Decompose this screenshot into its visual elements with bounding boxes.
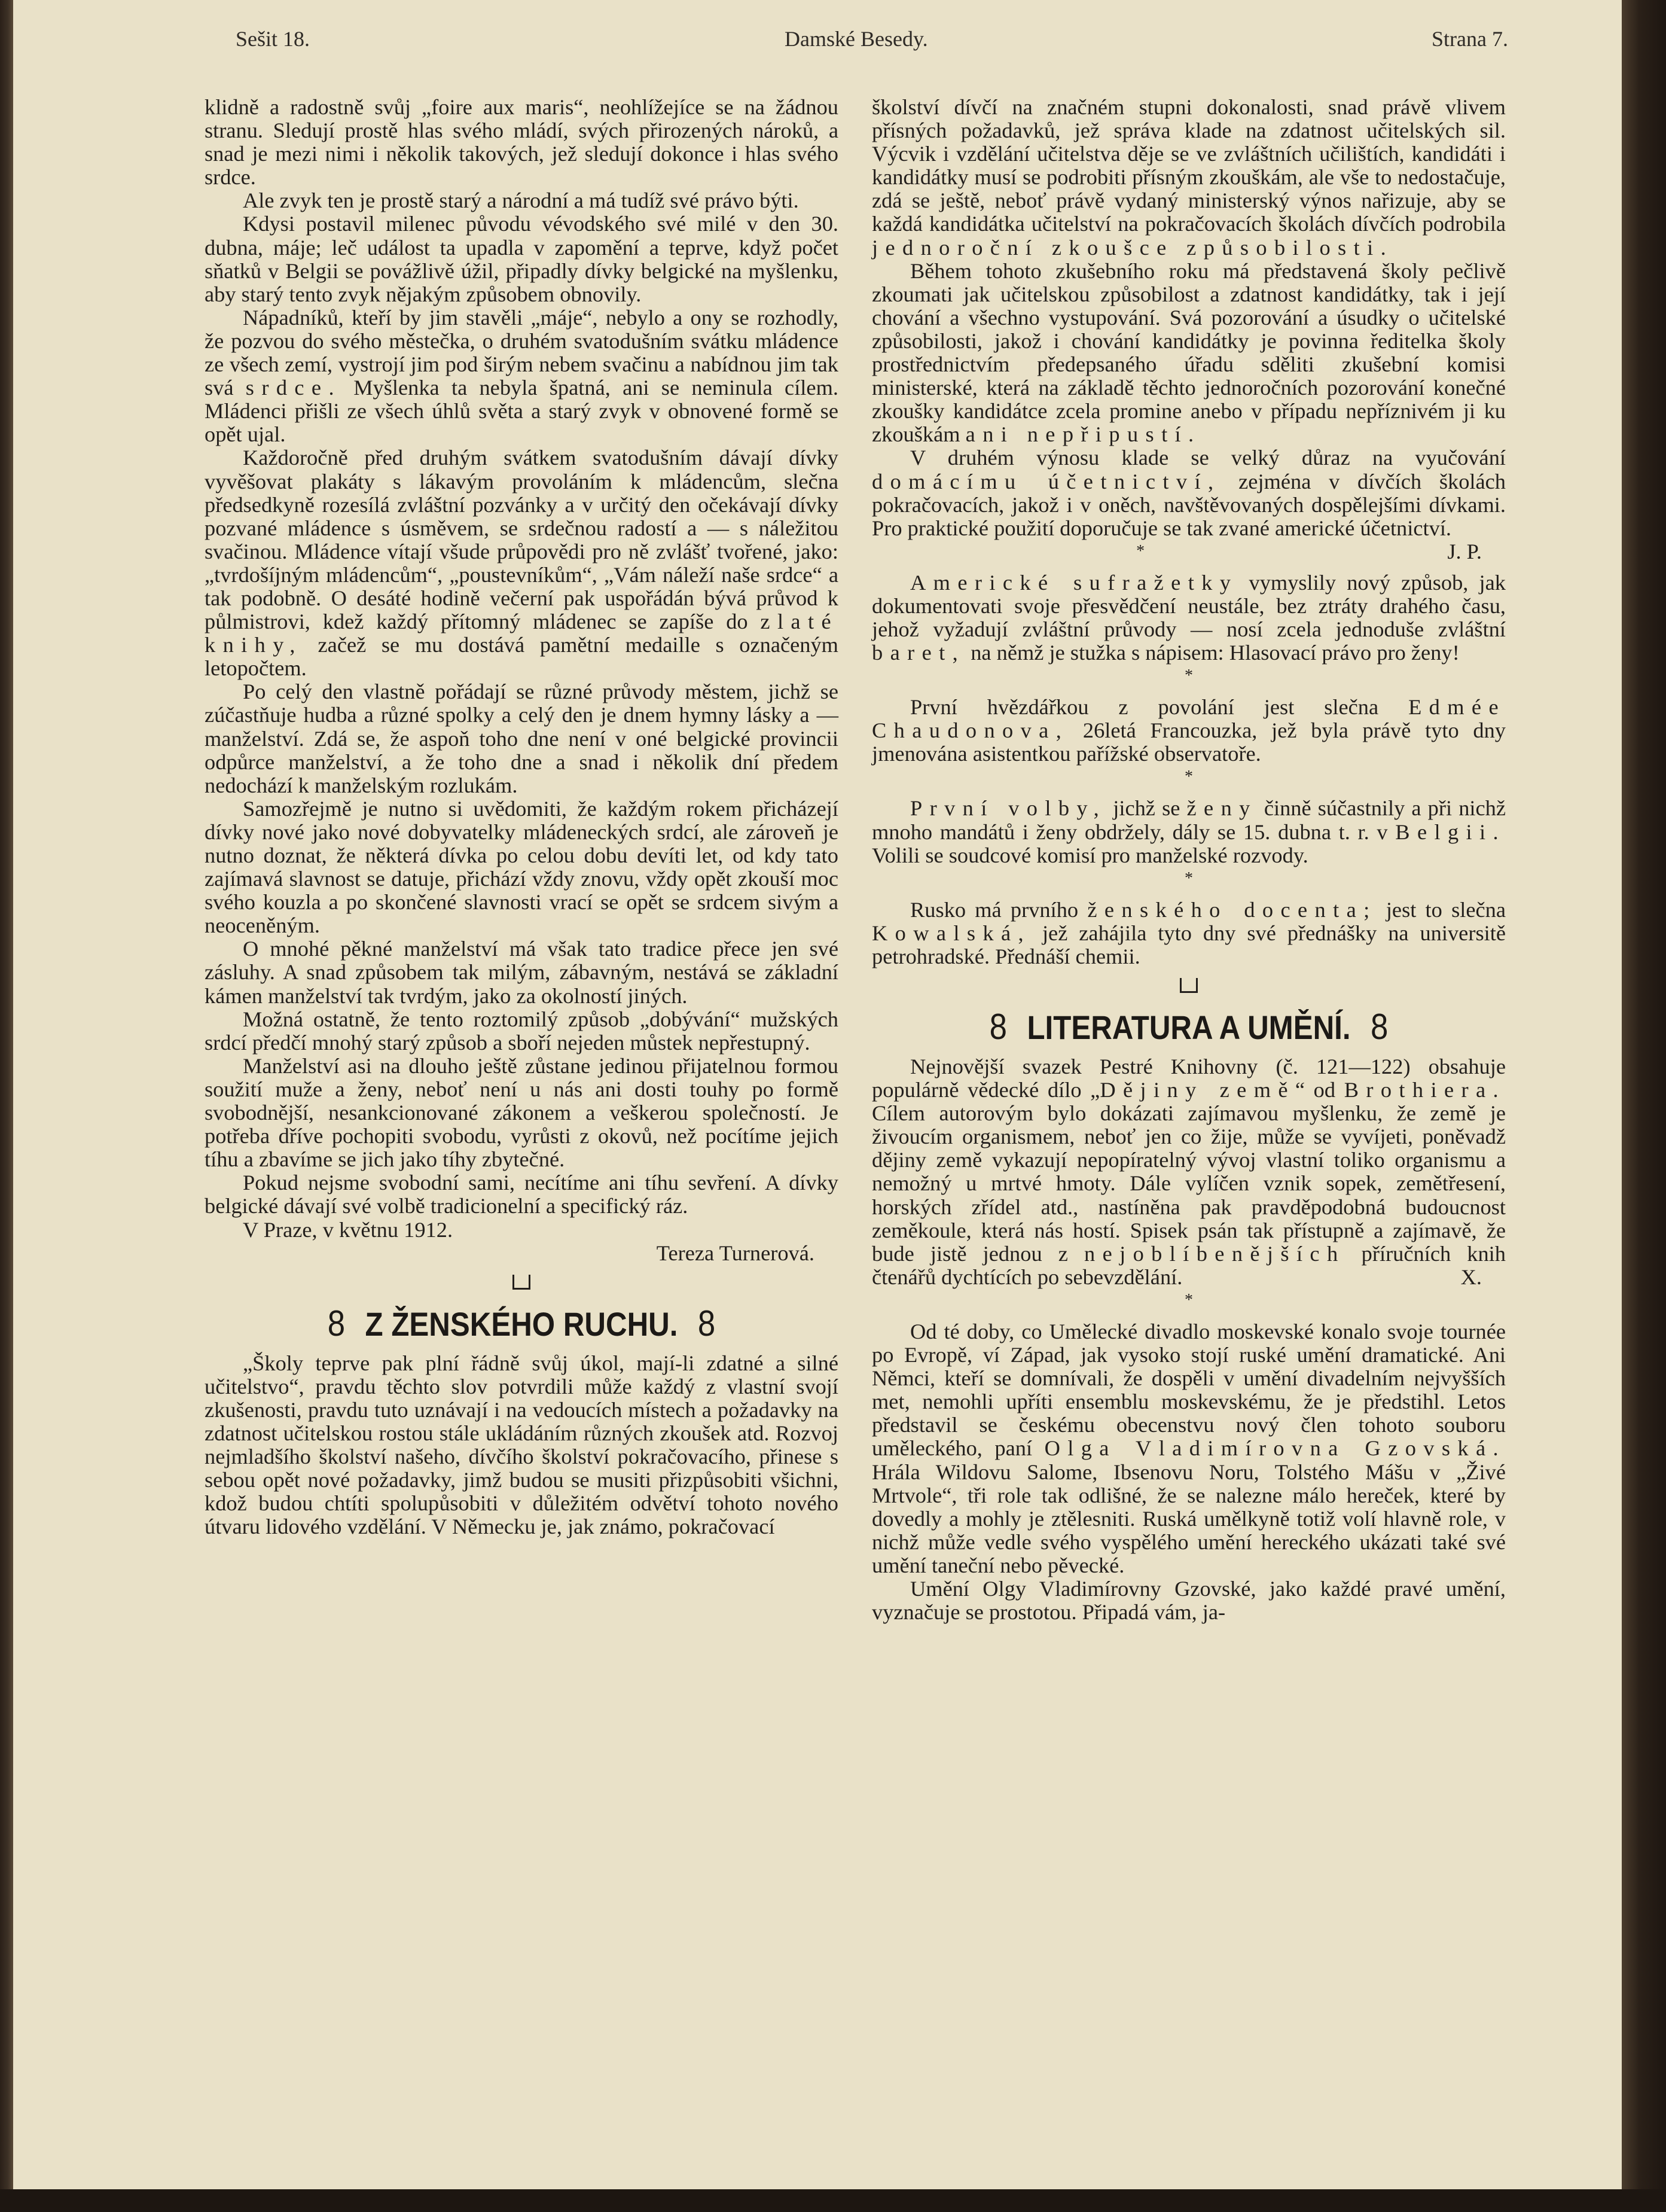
spaced-text: Belgii.	[1395, 819, 1506, 844]
article-paragraph	[205, 446, 838, 680]
page-number: Strana 7.	[1432, 27, 1508, 51]
spaced-text: domácímu účetnictví,	[872, 469, 1221, 493]
text-run: příručních knih čtenářů dychtících po sebevzdělání.	[872, 1241, 1506, 1289]
article-paragraph: „Školy teprve pak plní řádně svůj úkol, mají-li zdatné a silné učitelstvo“, pravdu těchto slov potvrdili může každý z vlastní svojí zkušenosti, pravdu tuto uznávají i na vedoucích místech a požadavky na zdatnost učitelskou rostou stále ukládáním různých zkoušek atd. Rozvoj nejmladšího školství našeho, dívčího školství pokračovacího, přinese s sebou opět nové požadavky, jimž budou se musiti přizpůsobiti všichni, kdož budou chtíti spolupůsobiti v důležitém odvětví tohoto nového útvaru lidového vzdělání. V Německu je, jak známo, pokračovací	[205, 1351, 838, 1539]
news-item	[872, 571, 1506, 665]
article-paragraph: O mnohé pěkné manželství má však tato tradice přece jen své zásluhy. A snad způsobem tak milým, zábavným, nestává se základní kámen manželství tak tvrdým, jako za okolností jiných.	[205, 937, 838, 1008]
page-edge	[1622, 0, 1666, 2212]
left-column	[205, 96, 838, 1538]
article-paragraph	[872, 96, 1506, 260]
section-title-text: Z ŽENSKÉHO RUCHU.	[365, 1305, 678, 1343]
article-paragraph: Možná ostatně, že tento roztomilý způsob „dobývání“ mužských srdcí předčí mnohý starý způsob a sboří nejeden můstek nepřestupný.	[205, 1007, 838, 1055]
spaced-text: srdce.	[245, 376, 341, 400]
title-ornament-icon: 8	[697, 1303, 716, 1343]
publication-title: Damské Besedy.	[785, 27, 928, 51]
text-run: V druhém výnosu klade se velký důraz na vyučování	[910, 446, 1506, 470]
text-run: vymyslily nový způsob, jak dokumentovati svoje přesvědčení neustále, bez ztráty drahého času, jehož vyžadují zvláštní průvody — nosí zcela jednoduše zvláštní	[872, 570, 1506, 641]
text-run: začež se mu dostává pamětní medaille s označeným letopočtem.	[205, 633, 838, 681]
spaced-text: Dějiny země	[1100, 1078, 1295, 1102]
text-run: školství dívčí na značném stupni dokonalosti, snad právě vlivem přísných požadavků, jež správa klade na zdatnost učitelských sil. Výcvik i vzdělání učitelstva děje se ve zvláštních učilištích, kandidáti i kandidátky musí se podrobiti přísným zkouškám, ale vše to nedostačuje, zdá se ještě, neboť právě vydaný ministerský výnos nařizuje, aby se každá kandidátka učitelství na pokračovacích školách dívčích podrobila	[872, 95, 1506, 236]
text-run: Rusko má prvního	[910, 897, 1079, 922]
section-title-text: LITERATURA A UMĚNÍ.	[1027, 1008, 1351, 1046]
spaced-text: Brothiera.	[1344, 1078, 1506, 1102]
text-run: První hvězdářkou z povolání jest slečna	[910, 695, 1379, 720]
spaced-text: Edmée Chaudonova,	[872, 695, 1506, 743]
article-signature: X.	[1460, 1265, 1482, 1289]
star-divider-icon: *	[1185, 666, 1193, 685]
spaced-text: ženy	[1186, 796, 1258, 821]
news-item	[872, 898, 1506, 968]
article-paragraph	[872, 1320, 1506, 1577]
text-run: jež zahájila tyto dny své přednášky na universitě petrohradské. Přednáší chemii.	[872, 921, 1506, 968]
article-paragraph	[872, 1055, 1506, 1289]
spaced-text: zlaté knihy,	[205, 610, 838, 657]
article-paragraph: Ale zvyk ten je prostě starý a národní a má tudíž své právo býti.	[243, 188, 799, 213]
article-paragraph	[205, 306, 838, 447]
news-item	[872, 696, 1506, 766]
book-binding	[0, 0, 13, 2212]
page-edge	[0, 2189, 1666, 2212]
article-place-date: V Praze, v květnu 1912.	[243, 1217, 453, 1242]
article-signature: J. P.	[1447, 539, 1482, 563]
text-run: 26letá Francouzka, jež byla právě tyto dny jmenována asistentkou pařížské observatoře.	[872, 718, 1506, 766]
star-divider-icon: *	[1185, 767, 1193, 787]
spaced-text: ženského docenta;	[1087, 897, 1377, 922]
text-run: jest to slečna	[1386, 897, 1506, 922]
article-paragraph: klidně a radostně svůj „foire aux maris“, neohlížejíce se na žádnou stranu. Sledují prostě hlas svého mládí, svých přirozených nároků, a snad je mezi nimi i několik takových, jež sledují dokonce i hlas svého srdce.	[205, 95, 838, 190]
text-run: Nejnovější svazek Pestré Knihovny (č. 121—122) obsahuje populárně vědecké dílo „	[872, 1055, 1506, 1102]
title-ornament-icon: 8	[327, 1303, 346, 1343]
article-paragraph: Kdysi postavil milenec původu vévodského své milé v den 30. dubna, máje; leč událost ta upadla v zapomění a teprve, když počet sňatků v Belgii se povážlivě úžil, připadly dívky belgické na myšlenku, aby starý tento zvyk nějakým způsobem obnovily.	[205, 212, 838, 306]
article-signature: Tereza Turnerová.	[656, 1241, 814, 1265]
text-run: jichž se	[1113, 796, 1180, 821]
title-ornament-icon: 8	[1370, 1007, 1389, 1047]
spaced-text: Americké sufražetky	[910, 570, 1238, 595]
issue-number: Sešit 18.	[236, 27, 310, 51]
news-item	[872, 797, 1506, 867]
star-divider-icon: *	[1185, 869, 1193, 888]
article-paragraph: Samozřejmě je nutno si uvědomiti, že každým rokem přicházejí dívky nové jako nové dobyvatelky mládeneckých srdcí, ale zároveň je nutno doznat, že některá dívka po celou dobu devíti let, od kdy tato zajímavá slavnost se datuje, přichází vždy znovu, vždy opět zkouší moc svého kouzla a po skončené slavnosti vrací se opět se srdcem sivým a neoceněným.	[205, 796, 838, 938]
section-title-literatura	[910, 1002, 1468, 1053]
right-column	[872, 96, 1506, 1624]
spaced-text: První volby,	[910, 796, 1107, 821]
spaced-text: ani nepřipustí.	[965, 422, 1201, 447]
spaced-text: baret,	[872, 641, 966, 665]
newspaper-page	[13, 0, 1622, 2189]
spaced-text: jednoroční zkoušce způsobilosti.	[872, 235, 1394, 260]
article-paragraph: Po celý den vlastně pořádají se různé průvody městem, jichž se zúčastňuje hudba a různé spolky a celý den je dnem hymny lásky a — manželství. Zdá se, že aspoň toho dne není v oné belgické provincii odpůrce manželství, a že toho dne a snad i několik dní předem nedochází k manželským rozlukám.	[205, 680, 838, 797]
article-paragraph	[872, 446, 1506, 563]
text-run: Volili se soudcové komisí pro manželské rozvody.	[872, 843, 1308, 867]
article-paragraph	[872, 260, 1506, 447]
text-run: Cílem autorovým bylo dokázati zajímavou myšlenku, že země je živoucím organismem, neboť jen co žije, může se vyvíjeti, poněvadž dějiny země vykazují nepopíratelný vývoj vlastní toliko organismu a nemožný u mrtvé hmoty. Dále vylíčen vznik sopek, zemětřesení, horských zřídel atd., nastíněna pak pravděpodobná budoucnost zeměkoule, která nás hostí. Spisek psán tak přístupně a zajímavě, že bude jistě jednou z	[872, 1101, 1506, 1266]
text-run: Během tohoto zkušebního roku má představená školy pečlivě zkoumati jak učitelskou způsobilost a zdatnost kandidátky, tak i její chování a všechno vystupování. Svá pozorování a úsudky o učitelské způsobilosti, jakož i chování kandidátky je povinna ředitelka školy prostřednictvím předepsaného úřadu sděliti zkušební komisi ministerské, která na základě těchto jednoročních pozorování konečné zkoušky kandidátce zcela promine anebo v případu nepříznivém ji ku zkouškám	[872, 258, 1506, 447]
article-paragraph: Umění Olgy Vladimírovny Gzovské, jako každé pravé umění, vyznačuje se prostotou. Připadá vám, ja-	[872, 1576, 1506, 1625]
spaced-text: Olga Vladimírovna Gzovská.	[1044, 1436, 1506, 1461]
text-run: Každoročně před druhým svátkem svatodušním dávají dívky vyvěšovat plakáty s lákavým provoláním k mládencům, slečna předsedkyně rozesílá zvláštní pozvánky a v určitý den očekávají dívky pozvané mládence s úsměvem, se srdečnou radostí a — s náležitou svačinou. Mládence vítají všude průpovědi pro ně zvlášť tvořené, jako: „tvrdošíjným mládencům“, „poustevníkům“, „Vám náleží naše srdce“ a tak podobně. O desáté hodině večerní pak uspořádán bývá průvod k půlmistrovi, kdež každý přítomný mládenec se zapíše do	[205, 446, 838, 634]
text-run: zejména v dívčích školách pokračovacích, jakož i v oněch, navštěvovaných dospělejšími dívkami. Pro praktické použití doporučuje se tak zvané americké účetnictví.	[872, 469, 1506, 540]
text-run: Od té doby, co Umělecké divadlo moskevské konalo svoje tournée po Evropě, ví Západ, jak vysoko stojí ruské umění dramatické. Ani Němci, kteří se domnívali, že dospěli v umění divadelním nejvyšších met, nemohli upříti ensemblu moskevskému, že je předstihl. Letos představil se českému obecenstvu nový člen tohoto souboru uměleckého, paní	[872, 1319, 1506, 1461]
text-run: Myšlenka ta nebyla špatná, ani se neminula cílem. Mládenci přišli ze všech úhlů světa a starý zvyk v obnovené formě se opět ujal.	[205, 376, 838, 447]
running-header	[193, 26, 1508, 62]
section-title-zensky-ruch	[243, 1299, 801, 1349]
section-divider-icon	[872, 968, 1506, 998]
star-divider-icon: *	[1136, 541, 1145, 560]
text-run: “ od	[1295, 1078, 1336, 1102]
star-divider-icon: *	[1185, 1290, 1193, 1309]
text-run: Nápadníků, kteří by jim stavěli „máje“, nebylo a ony se rozhodly, že pozvou do svého městečka, o druhém svatodušním svátku mládence ze všech zemí, vystrojí jim pod širým nebem svačinu a nabídnou jim tak svá	[205, 305, 838, 400]
spaced-text: nejoblíbenějších	[1084, 1241, 1345, 1266]
text-run: Hrála Wildovu Salome, Ibsenovu Noru, Tolstého Mášu v „Živé Mrtvole“, tři role tak odlišné, že se nalezne málo hereček, které by dovedly a mohly je ztělesniti. Ruská umělkyně totiž volí hlavně role, v nichž může vedle svého vyspělého umění hereckého ukázati také své umění taneční nebo pěvecké.	[872, 1460, 1506, 1577]
text-run: na němž je stužka s nápisem: Hlasovací právo pro ženy!	[971, 641, 1460, 665]
section-divider-icon	[205, 1265, 838, 1295]
spaced-text: Kowalská,	[872, 921, 1032, 945]
article-paragraph: Pokud nejsme svobodní sami, necítíme ani tíhu sevření. A dívky belgické dávají své volbě tradicionelní a specifický ráz.	[205, 1171, 838, 1218]
title-ornament-icon: 8	[989, 1007, 1008, 1047]
article-paragraph: Manželství asi na dlouho ještě zůstane jedinou přijatelnou formou soužití muže a ženy, neboť není u nás ani dosti touhy po formě svobodnější, nesankcionované zákonem a veškerou společností. Je potřeba dříve pochopiti svobodu, vyrůsti z okovů, než pocítíme jejich tíhu a zbavíme se jich jako tíhy zbytečné.	[205, 1053, 838, 1172]
text-run: činně súčastnily a při nichž mnoho mandátů i ženy obdržely, dály se 15. dubna t. r. v	[872, 796, 1506, 844]
